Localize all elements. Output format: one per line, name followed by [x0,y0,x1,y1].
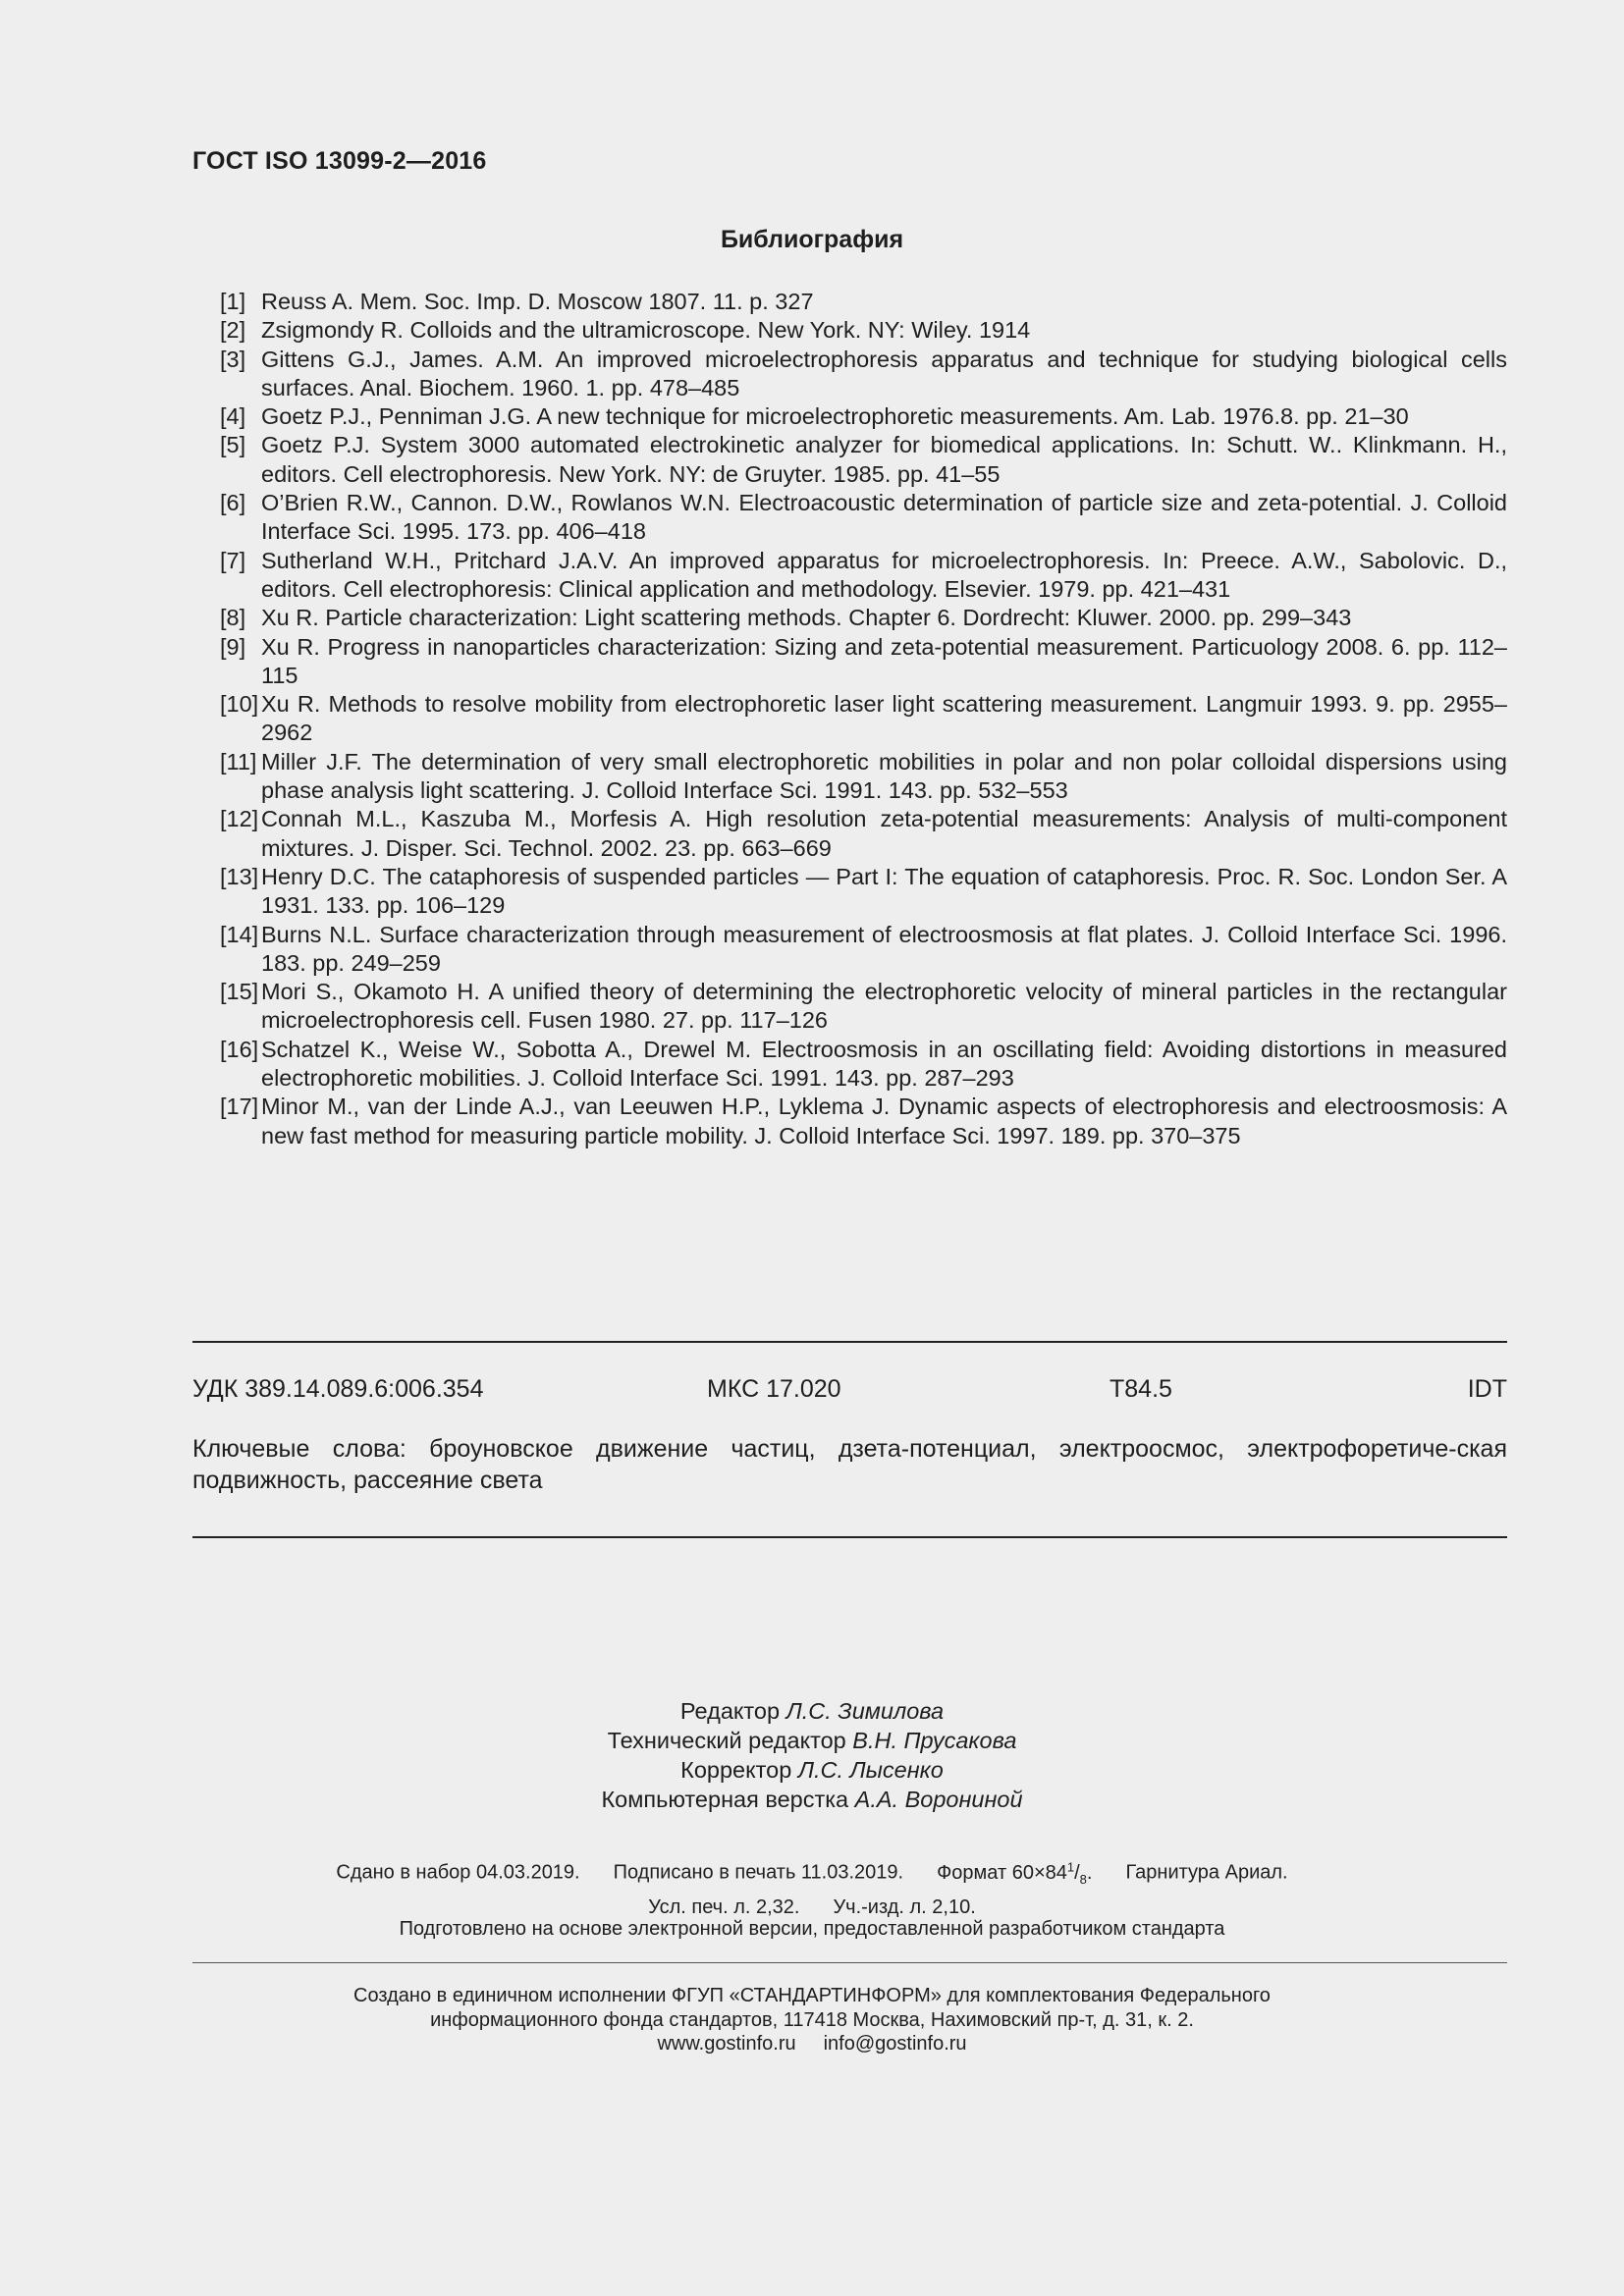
reference-text: Mori S., Okamoto H. A unified theory of determining the electrophoretic velocity of mineral particles in the rectangular microelectrophoresis cell. Fusen 1980. 27. pp. 117–126 [261,979,1507,1034]
reference-text: Reuss A. Mem. Soc. Imp. D. Moscow 1807. 11. p. 327 [261,289,814,314]
footer-divider [192,1962,1507,1963]
reference-number: [2] [220,317,246,344]
reference-item [192,316,1507,345]
credit-editor: Редактор Л.С. Зимилова [679,1698,945,1724]
reference-item [192,863,1507,921]
idt-label: IDT [1467,1375,1507,1403]
top-divider [192,1341,1507,1343]
created-note [0,1984,1624,2056]
bibliography-list [192,288,1507,1150]
paper-format: Формат $60\times 84^1/_8$. [937,1859,1093,1887]
reference-number: [17] [220,1094,259,1120]
created-line-2: информационного фонда стандартов, 117418 Москва, Нахимовский пр-т, д. 31, к. 2. [430,2008,1194,2031]
signed-date: Подписано в печать 11.03.2019. [613,1861,904,1884]
reference-text: Goetz P.J., Penniman J.G. A new technique for microelectrophoretic measurements. Am. Lab. 1976.8. pp. 21–30 [261,403,1409,430]
reference-number: [16] [220,1036,259,1062]
reference-text: O’Brien R.W., Cannon. D.W., Rowlanos W.N. Electroacoustic determination of particle size and zeta-potential. J. Colloid Interface Sci. 1995. 173. pp. 406–418 [261,490,1507,545]
reference-number: [15] [220,979,259,1005]
reference-number: [5] [220,432,246,458]
reference-number: [6] [220,490,246,516]
submitted-date: Сдано в набор 04.03.2019. [336,1861,580,1884]
imprint-block [0,1853,1624,1921]
credit-layout: Компьютерная верстка А.А. Ворониной [601,1787,1023,1812]
imprint-line-1 [0,1853,1624,1894]
reference-item [192,978,1507,1036]
reference-text: Gittens G.J., James. A.M. An improved microelectrophoresis apparatus and technique for studying biological cells surfaces. Anal. Biochem. 1960. 1. pp. 478–485 [261,346,1507,400]
reference-number: [13] [220,863,259,889]
mks-code: МКС 17.020 [707,1375,841,1403]
reference-item [192,346,1507,403]
typeface: Гарнитура Ариал. [1125,1861,1288,1884]
reference-item [192,288,1507,316]
editor-name: Л.С. Зимилова [785,1698,945,1724]
created-line-1: Создано в единичном исполнении ФГУП «СТАНДАРТИНФОРМ» для комплектования Федерального [353,1985,1271,2006]
credit-proofreader: Корректор Л.С. Лысенко [680,1757,944,1783]
bibliography-title: Библиография [720,226,904,253]
technical-editor-name: В.Н. Прусакова [852,1728,1017,1753]
reference-item [192,489,1507,547]
reference-text: Connah M.L., Kaszuba M., Morfesis A. High resolution zeta-potential measurements: Analysis of multi-component mixtures. J. Disper. Sci. Technol. 2002. 23. pp. 663–669 [261,806,1507,861]
prepared-note: Подготовлено на основе электронной версии, предоставленной разработчиком стандарта [399,1918,1225,1940]
contact-line [0,2032,1624,2056]
document-code: ГОСТ ISO 13099-2—2016 [192,147,487,175]
reference-item [192,748,1507,806]
reference-text: Zsigmondy R. Colloids and the ultramicroscope. New York. NY: Wiley. 1914 [261,317,1031,344]
reference-item [192,805,1507,863]
imprint-line-2 [0,1894,1624,1921]
reference-text: Xu R. Methods to resolve mobility from electrophoretic laser light scattering measurement. Langmuir 1993. 9. pp. 2955–2962 [261,691,1507,746]
reference-text: Miller J.F. The determination of very small electrophoretic mobilities in polar and non polar colloidal dispersions using phase analysis light scattering. J. Colloid Interface Sci. 1991. 143. pp. 532–553 [261,748,1507,804]
reference-text: Sutherland W.H., Pritchard J.A.V. An improved apparatus for microelectrophoresis. In: Preece. A.W., Sabolovic. D., editors. Cell electrophoresis: Clinical application and methodology. Elsevier. 1979. pp. 421–431 [261,547,1507,602]
reference-number: [11] [220,748,257,774]
reference-number: [7] [220,547,246,573]
proofreader-name: Л.С. Лысенко [797,1757,944,1783]
website-link[interactable]: www.gostinfo.ru [657,2033,796,2055]
reference-item [192,1036,1507,1094]
reference-item [192,690,1507,748]
reference-text: Minor M., van der Linde A.J., van Leeuwen H.P., Lyklema J. Dynamic aspects of electrophoresis and electroosmosis: A new fast method for measuring particle mobility. J. Colloid Interface Sci. 1997. 189. pp. 370–375 [261,1094,1507,1148]
reference-text: Goetz P.J. System 3000 automated electrokinetic analyzer for biomedical applications. In: Schutt. W.. Klinkmann. H., editors. Cell electrophoresis. New York. NY: de Gruyter. 1985. pp. 41–55 [261,432,1507,487]
publisher-sheets: Уч.-изд. л. 2,10. [833,1896,976,1918]
reference-number: [10] [220,691,259,718]
reference-text: Xu R. Particle characterization: Light scattering methods. Chapter 6. Dordrecht: Kluwer. 2000. pp. 299–343 [261,605,1352,631]
reference-number: [3] [220,346,246,372]
reference-item [192,547,1507,605]
reference-text: Xu R. Progress in nanoparticles characterization: Sizing and zeta-potential measurement. Particuology 2008. 6. pp. 112–115 [261,633,1507,688]
reference-number: [4] [220,403,246,430]
reference-number: [12] [220,806,259,832]
credits-block [0,1696,1624,1814]
bottom-divider [192,1536,1507,1538]
reference-item [192,1093,1507,1150]
reference-item [192,431,1507,489]
classification-row [192,1375,1507,1409]
credit-technical-editor: Технический редактор В.Н. Прусакова [607,1728,1017,1753]
classification-code: Т84.5 [1110,1375,1172,1403]
reference-text: Henry D.C. The cataphoresis of suspended particles — Part I: The equation of cataphoresis. Proc. R. Soc. London Ser. A 1931. 133. pp. 106–129 [261,863,1507,919]
reference-item [192,633,1507,691]
print-sheets: Усл. печ. л. 2,32. [648,1896,800,1918]
udc-code: УДК 389.14.089.6:006.354 [192,1375,484,1403]
reference-text: Schatzel K., Weise W., Sobotta A., Drewel M. Electroosmosis in an oscillating field: Avoiding distortions in measured electrophoretic mobilities. J. Colloid Interface Sci. 1991. 143. pp. 287–293 [261,1036,1507,1092]
keywords: Ключевые слова: броуновское движение частиц, дзета-потенциал, электроосмос, электрофоретиче-ская подвижность, рассеяние света [192,1435,1507,1494]
reference-item [192,402,1507,431]
reference-text: Burns N.L. Surface characterization through measurement of electroosmosis at flat plates. J. Colloid Interface Sci. 1996. 183. pp. 249–259 [261,921,1507,976]
email-link[interactable]: info@gostinfo.ru [823,2033,967,2055]
reference-number: [1] [220,289,246,314]
reference-number: [14] [220,921,259,947]
reference-number: [8] [220,605,246,631]
reference-number: [9] [220,633,246,660]
reference-item [192,921,1507,979]
layout-name: А.А. Ворониной [854,1787,1023,1812]
reference-item [192,604,1507,632]
